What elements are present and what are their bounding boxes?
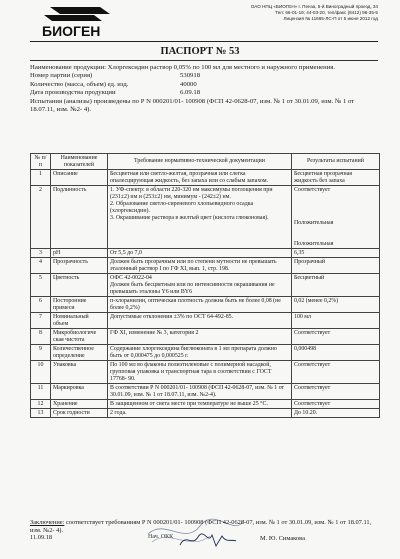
header-number: № п/п <box>31 154 51 170</box>
row-requirement: Допустимые отклонения ±3% по ОСТ 64-492-85. <box>108 313 292 329</box>
requirement-line: Должен быть бесцветным или по интенсивности окрашивания не превышать эталоны Y6 или BY6 <box>110 281 275 295</box>
row-indicator: Хранение <box>51 400 108 409</box>
meta-block <box>30 64 380 114</box>
row-result: 0,02 (менее 0,2%) <box>292 297 380 313</box>
row-number: 5 <box>31 274 51 297</box>
tests-text: Испытания (анализы) произведены по Р N 000201/01- 100908 (ФСП 42-0628-07, изм. № 1 от 30.01.09, изм. № 1 от 18.07.11, изм. №2- 4). <box>30 97 355 114</box>
company-line: ОАО НПЦ «БИОГЕН» г. Пенза, 5-й Виноградный проезд, 34 <box>250 4 378 9</box>
specification-table <box>30 153 380 418</box>
row-requirement: Бесцветная или светло-желтая, прозрачная или слегка опалесцирующая жидкость, без запаха или со слабым запахом. <box>108 170 292 186</box>
requirement-line: ОФС 42-0022-04 <box>110 274 152 281</box>
result-line: Положительная <box>294 240 334 247</box>
header-indicator: Наименование показателей <box>51 154 108 170</box>
row-result: Соответствует <box>292 400 380 409</box>
row-indicator: Упаковка <box>51 361 108 384</box>
result-line: Соответствует <box>294 186 331 193</box>
requirement-line: 1. УФ-спектр: в области 220-320 нм максимумы поглощения при (231±2) нм и (253±2) нм, минимум - (242±2) нм. <box>110 186 273 200</box>
table-row <box>31 297 380 313</box>
row-requirement: Должен быть прозрачным или по степени мутности не превышать эталонный раствор I по ГФ XI, вып. 1, стр. 198. <box>108 258 292 274</box>
row-requirement: В защищенном от света месте при температуре не выше 25 °С. <box>108 400 292 409</box>
company-line: Тел: 66-01-19; 44-03-20, тел/факс (8412) 96-35-5 <box>275 10 378 15</box>
row-requirement: п-хлоранилин, оптическая плотность должна быть не более 0,08 (не более 0,2%) <box>108 297 292 313</box>
table-row <box>31 409 380 418</box>
row-indicator: Срок годности <box>51 409 108 418</box>
table-row <box>31 186 380 249</box>
table-header-row <box>31 154 380 170</box>
qty-label: Количество (масса, объем) ед. изд. <box>30 80 129 88</box>
company-line: Лицензия № 11665-ЛС-П от 5 июня 2012 год <box>283 16 378 21</box>
table-row <box>31 313 380 329</box>
qty-row <box>30 81 380 89</box>
row-result: Бесцветный <box>292 274 380 297</box>
row-result: До 10.20. <box>292 409 380 418</box>
biogen-logo <box>34 2 154 40</box>
row-result <box>292 186 380 249</box>
conclusion-date: 11.09.18 <box>30 534 53 541</box>
table-row <box>31 329 380 345</box>
row-indicator: Количественное определение <box>51 345 108 361</box>
conclusion-label: Заключение: <box>30 519 65 526</box>
row-requirement: Содержание хлоргексидина биглюконата в 1 мл препарата должно быть от 0,000475 до 0,000525 г. <box>108 345 292 361</box>
row-result: Соответствует <box>292 329 380 345</box>
row-result: Прозрачный <box>292 258 380 274</box>
logo-text: БИОГЕН <box>42 23 101 39</box>
row-result: Соответствует <box>292 384 380 400</box>
signer-name: М. Ю. Симакова <box>260 535 305 542</box>
header-requirement: Требование нормативно-технической документации <box>108 154 292 170</box>
row-indicator: Номинальный объем <box>51 313 108 329</box>
signature <box>178 531 238 549</box>
row-number: 12 <box>31 400 51 409</box>
stamp-caption: Нач. ОКК <box>148 534 174 540</box>
row-indicator: Описание <box>51 170 108 186</box>
row-requirement: По 100 мл во флаконы полиэтиленовые с полимерной насадкой, групповая упаковка и транспортная тара в соответствии с ГОСТ 17768- 90. <box>108 361 292 384</box>
document-title: ПАСПОРТ № 53 <box>160 46 240 57</box>
batch-value: 530918 <box>180 72 201 80</box>
requirement-line: 3. Окрашивание раствора в желтый цвет (кислота глюконовая). <box>110 214 269 221</box>
table-row <box>31 170 380 186</box>
row-indicator: Маркировка <box>51 384 108 400</box>
row-number: 13 <box>31 409 51 418</box>
row-number: 11 <box>31 384 51 400</box>
row-result: 6,35 <box>292 249 380 258</box>
batch-row <box>30 72 380 80</box>
conclusion-text: соответствует требованиям Р N 000201/01- 100908 (ФСП 42-0628-07, изм. № 1 от 30.01.09, изм. № 1 от 18.07.11, изм. №2- 4). <box>30 519 372 534</box>
requirement-line: 2. Образование светло-сиреневого хлопьевидного осадка (хлоргексидин). <box>110 200 254 214</box>
title-divider <box>30 60 378 61</box>
company-info <box>158 4 378 22</box>
row-indicator: Подлинность <box>51 186 108 249</box>
table-row <box>31 249 380 258</box>
row-number: 3 <box>31 249 51 258</box>
row-indicator: Посторонние примеси <box>51 297 108 313</box>
row-number: 1 <box>31 170 51 186</box>
row-result: Бесцветная прозрачная жидкость без запаха <box>292 170 380 186</box>
row-number: 6 <box>31 297 51 313</box>
row-number: 9 <box>31 345 51 361</box>
product-name: Наименование продукции: Хлоргексидин раствор 0,05% по 100 мл для местного и наружного применения. <box>30 64 336 71</box>
row-result: 0,000498 <box>292 345 380 361</box>
row-number: 10 <box>31 361 51 384</box>
table-row <box>31 361 380 384</box>
row-indicator: Прозрачность <box>51 258 108 274</box>
table-row <box>31 258 380 274</box>
row-indicator: pH <box>51 249 108 258</box>
table-row <box>31 274 380 297</box>
row-result: Соответствует <box>292 361 380 384</box>
table-row <box>31 345 380 361</box>
row-requirement <box>108 186 292 249</box>
row-number: 7 <box>31 313 51 329</box>
production-date-value: 6.09.18 <box>180 89 201 97</box>
row-number: 8 <box>31 329 51 345</box>
row-requirement: ГФ XI, изменение № 3, категория 2 <box>108 329 292 345</box>
row-requirement: От 5,5 до 7,0 <box>108 249 292 258</box>
row-number: 2 <box>31 186 51 249</box>
row-requirement: В соответствии Р N 000201/01- 100908 (ФСП 42-0628-07, изм. № 1 от 30.01.09, изм. № 1 от 18.07.11, изм. №2-4). <box>108 384 292 400</box>
production-date-label: Дата производства продукции <box>30 89 116 97</box>
row-number: 4 <box>31 258 51 274</box>
batch-label: Номер партии (серия) <box>30 72 93 80</box>
row-indicator: Микробиологиче ская чистота <box>51 329 108 345</box>
qty-value: 40000 <box>180 80 197 88</box>
row-requirement: 2 года. <box>108 409 292 418</box>
production-date-row <box>30 89 380 97</box>
row-result: 100 мл <box>292 313 380 329</box>
row-requirement <box>108 274 292 297</box>
header-divider <box>30 41 378 42</box>
table-row <box>31 400 380 409</box>
result-line: Положительная <box>294 219 334 226</box>
row-indicator: Цветность <box>51 274 108 297</box>
header-result: Результаты испытаний <box>292 154 380 170</box>
table-row <box>31 384 380 400</box>
